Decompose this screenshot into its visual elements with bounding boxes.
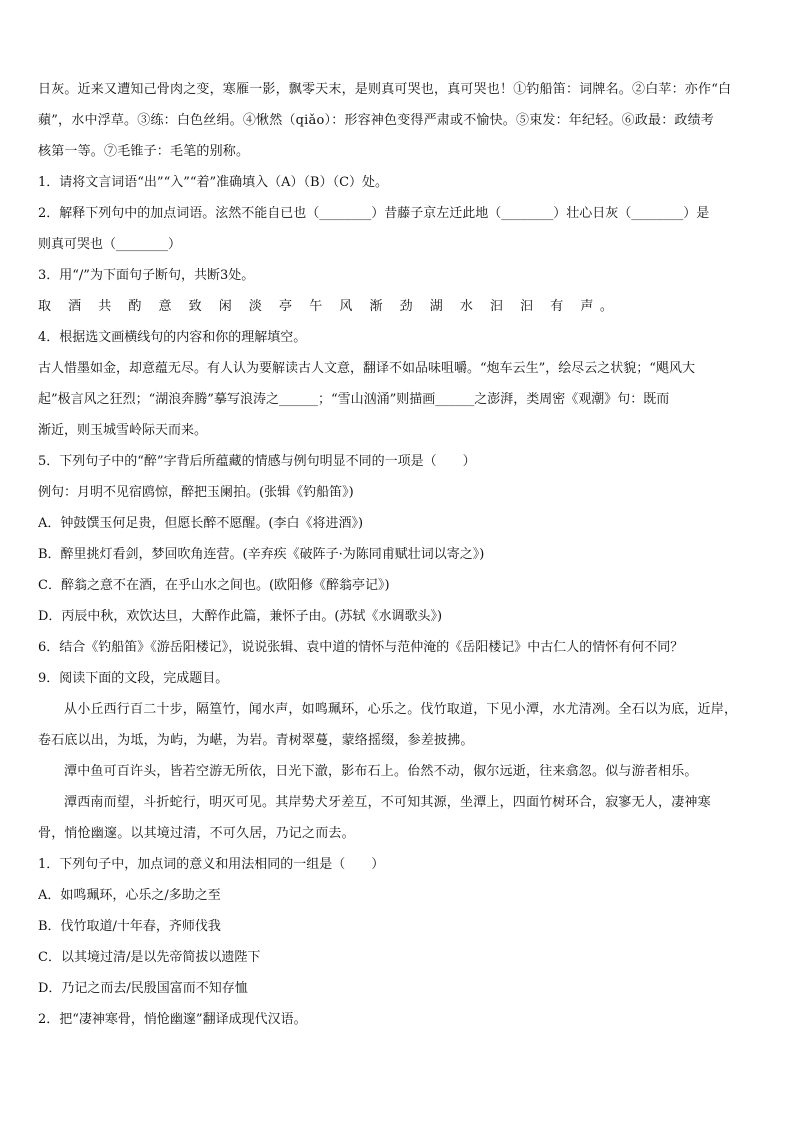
question-4-passage: 古人惜墨如金，却意蕴无尽。有人认为要解读古人文意，翻译不如品味咀嚼。“炮车云生”，绘尽云之状貌；“飓风大 xyxy=(38,361,695,376)
question-3: 3．用“/”为下面句子断句，共断3处。 xyxy=(38,268,255,283)
question-2-continued: 则真可哭也（________） xyxy=(38,237,182,252)
option-c: C．醉翁之意不在酒，在乎山水之间也。(欧阳修《醉翁亭记》) xyxy=(38,578,390,593)
sub-question-1: 1．下列句子中，加点词的意义和用法相同的一组是（ ） xyxy=(38,857,385,872)
reading-passage: 潭西南而望，斗折蛇行，明灭可见。其岸势犬牙差互，不可知其源，坐潭上，四面竹树环合，寂寥无人，凄神寒 xyxy=(64,795,711,810)
question-6: 6．结合《钓船笛》《游岳阳楼记》，说说张辑、袁中道的情怀与范仲淹的《岳阳楼记》中古仁人的情怀有何不同？ xyxy=(38,640,684,655)
document-page xyxy=(38,74,760,1035)
sub-question-2: 2．把“凄神寒骨，悄怆幽邃”翻译成现代汉语。 xyxy=(38,1012,307,1027)
question-5: 5．下列句子中的“醉”字背后所蕴藏的情感与例句明显不同的一项是（ ） xyxy=(38,454,476,469)
sentence-to-punctuate: 取 酒 共 酌 意 致 闲 淡 亭 午 风 渐 劲 湖 水 汩 汩 有 声。 xyxy=(38,299,620,314)
option-d: D．丙辰中秋，欢饮达旦，大醉作此篇，兼怀子由。(苏轼《水调歌头》) xyxy=(38,609,443,624)
reading-passage: 骨，悄怆幽邃。以其境过清，不可久居，乃记之而去。 xyxy=(38,826,355,841)
annotation-line: 蘋”，水中浮草。③练：白色丝绢。④愀然（qiǎo）：形容神色变得严肃或不愉快。⑤束发：年纪轻。⑥政最：政绩考 xyxy=(38,113,715,128)
reading-passage: 潭中鱼可百许头，皆若空游无所依，日光下澈，影布石上。佁然不动，俶尔远逝，往来翕忽。似与游者相乐。 xyxy=(64,764,698,779)
reading-passage: 卷石底以出，为坻，为屿，为嵁，为岩。青树翠蔓，蒙络摇缀，参差披拂。 xyxy=(38,733,474,748)
annotation-line: 日灰。近来又遭知己骨肉之变，寒雁一影，飘零天末，是则真可哭也，真可哭也！①钓船笛：词牌名。②白苹：亦作“白 xyxy=(38,82,732,97)
annotation-line: 核第一等。⑦毛锥子：毛笔的别称。 xyxy=(38,144,250,159)
question-2: 2．解释下列句中的加点词语。泫然不能自已也（________）昔藤子京左迁此地（________）壮心日灰（________）是 xyxy=(38,206,710,221)
question-4-passage: 起”极言风之狂烈；“湖浪奔腾”摹写浪涛之______；“雪山汹涌”则描画______之澎湃，类周密《观潮》句：既而 xyxy=(38,392,670,407)
option-b: B．伐竹取道/十年春，齐师伐我 xyxy=(38,919,221,934)
example-sentence: 例句：月明不见宿鸥惊，醉把玉阑拍。(张辑《钓船笛》) xyxy=(38,485,354,500)
option-c: C．以其境过清/是以先帝简拔以遗陛下 xyxy=(38,950,261,965)
option-d: D．乃记之而去/民殷国富而不知存恤 xyxy=(38,981,248,996)
question-4-passage: 渐近，则玉城雪岭际天而来。 xyxy=(38,423,208,438)
question-4: 4．根据选文画横线句的内容和你的理解填空。 xyxy=(38,330,307,345)
option-a: A．如鸣珮环，心乐之/多助之至 xyxy=(38,888,221,903)
reading-passage: 从小丘西行百二十步，隔篁竹，闻水声，如鸣珮环，心乐之。伐竹取道，下见小潭，水尤清冽。全石以为底，近岸， xyxy=(64,702,738,717)
section-9-heading: 9．阅读下面的文段，完成题目。 xyxy=(38,671,229,686)
option-b: B．醉里挑灯看剑，梦回吹角连营。(辛弃疾《破阵子·为陈同甫赋壮词以寄之》) xyxy=(38,547,485,562)
question-1: 1．请将文言词语“出”“入”“着”准确填入（A）（B）（C）处。 xyxy=(38,175,389,190)
option-a: A．钟鼓馔玉何足贵，但愿长醉不愿醒。(李白《将进酒》) xyxy=(38,516,364,531)
